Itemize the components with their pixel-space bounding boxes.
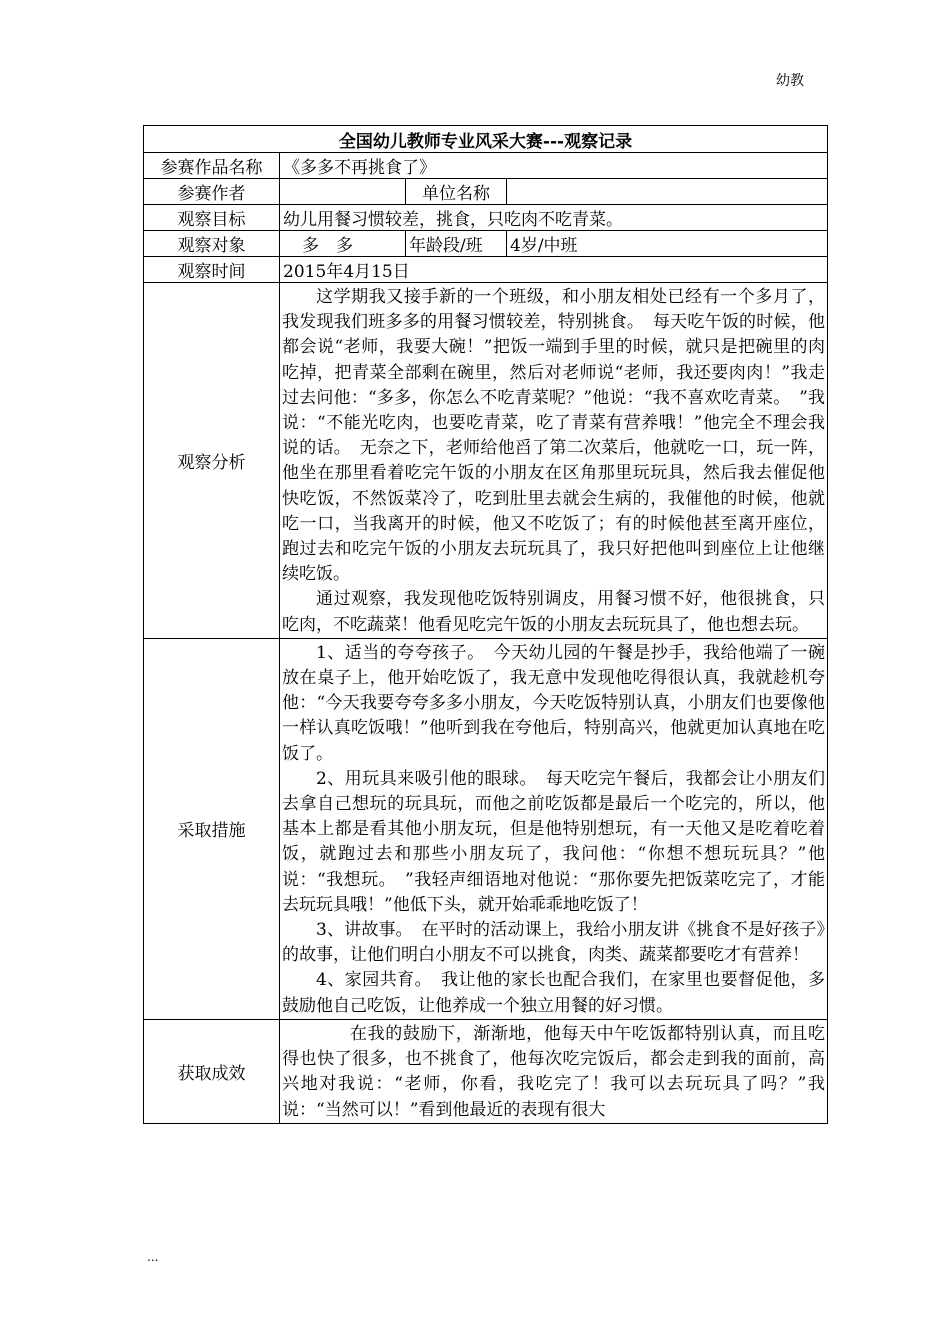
- header-tag: 幼教: [776, 73, 804, 89]
- age-value: 4岁/中班: [507, 231, 828, 257]
- result-content: [280, 1019, 828, 1123]
- analysis-paragraph: 这学期我又接手新的一个班级，和小朋友相处已经有一个多月了，我发现我们班多多的用餐习惯较差，特别挑食。 每天吃午饭的时候，他都会说“老师，我要大碗！”把饭一端到手里的时候，就只是把碗里的肉吃掉，把青菜全部剩在碗里，然后对老师说“老师，我还要肉肉！”我走过去问他：“多多，你怎么不吃青菜呢？”他说：“我不喜欢吃青菜。 ”我说：“不能光吃肉，也要吃青菜，吃了青菜有营养哦！”他完全不理会我说的话。 无奈之下，老师给他舀了第二次菜后，他就吃一口，玩一阵，他坐在那里看着吃完午饭的小朋友在区角那里玩玩具，然后我去催促他快吃饭，不然饭菜冷了，吃到肚里去就会生病的，我催他的时候，他就吃一口，当我离开的时候，他又不吃饭了；有的时候他甚至离开座位，跑过去和吃完午饭的小朋友去玩玩具了，我只好把他叫到座位上让他继续吃饭。: [282, 287, 826, 585]
- footer-ellipsis: ...: [147, 1250, 159, 1264]
- age-label: 年龄段/班: [406, 231, 507, 257]
- analysis-paragraph: 通过观察，我发现他吃饭特别调皮，用餐习惯不好，他很挑食，只吃肉，不吃蔬菜！他看见吃完午饭的小朋友去玩玩具了，他也想去玩。: [282, 589, 826, 635]
- subject-value: 多 多: [280, 231, 406, 257]
- measure-paragraph: 1、适当的夸夸孩子。 今天幼儿园的午餐是抄手，我给他端了一碗放在桌子上，他开始吃饭了，我无意中发现他吃得很认真，我就趁机夸他：“今天我要夸夸多多小朋友，今天吃饭特别认真，小朋友们也要像他一样认真吃饭哦！”他听到我在夸他后，特别高兴，他就更加认真地在吃饭了。: [282, 642, 826, 764]
- author-value: [280, 179, 406, 205]
- goal-value: 幼儿用餐习惯较差，挑食，只吃肉不吃青菜。: [280, 205, 828, 231]
- result-paragraph: 在我的鼓励下，渐渐地，他每天中午吃饭都特别认真，而且吃得也快了很多，也不挑食了，他每次吃完饭后，都会走到我的面前，高兴地对我说：“老师，你看，我吃完了！我可以去玩玩具了吗？”我说：“当然可以！”看到他最近的表现有很大: [282, 1023, 826, 1120]
- table-title: 全国幼儿教师专业风采大赛---观察记录: [144, 126, 828, 153]
- result-label: 获取成效: [144, 1019, 280, 1123]
- analysis-label: 观察分析: [144, 283, 280, 639]
- measures-content: [280, 638, 828, 1019]
- author-label: 参赛作者: [144, 179, 280, 205]
- measure-paragraph: 4、家园共育。 我让他的家长也配合我们，在家里也要督促他，多鼓励他自己吃饭，让他养成一个独立用餐的好习惯。: [282, 970, 826, 1016]
- observation-record-table: [143, 125, 828, 1124]
- goal-label: 观察目标: [144, 205, 280, 231]
- subject-label: 观察对象: [144, 231, 280, 257]
- unit-label: 单位名称: [406, 179, 507, 205]
- unit-value: [507, 179, 828, 205]
- measures-label: 采取措施: [144, 638, 280, 1019]
- analysis-content: [280, 283, 828, 639]
- time-label: 观察时间: [144, 257, 280, 283]
- time-value: 2015年4月15日: [280, 257, 828, 283]
- work-name-label: 参赛作品名称: [144, 153, 280, 179]
- measure-paragraph: 3、讲故事。 在平时的活动课上，我给小朋友讲《挑食不是好孩子》的故事，让他们明白小朋友不可以挑食，肉类、蔬菜都要吃才有营养！: [282, 920, 826, 966]
- measure-paragraph: 2、用玩具来吸引他的眼球。 每天吃完午餐后，我都会让小朋友们去拿自己想玩的玩具玩，而他之前吃饭都是最后一个吃完的，所以，他基本上都是看其他小朋友玩，但是他特别想玩，有一天他又是吃着吃着饭，就跑过去和那些小朋友玩了，我问他：“你想不想玩玩具？”他说：“我想玩。 ”我轻声细语地对他说：“那你要先把饭菜吃完了，才能去玩玩具哦！”他低下头，就开始乖乖地吃饭了！: [282, 768, 826, 915]
- work-name-value: 《多多不再挑食了》: [280, 153, 828, 179]
